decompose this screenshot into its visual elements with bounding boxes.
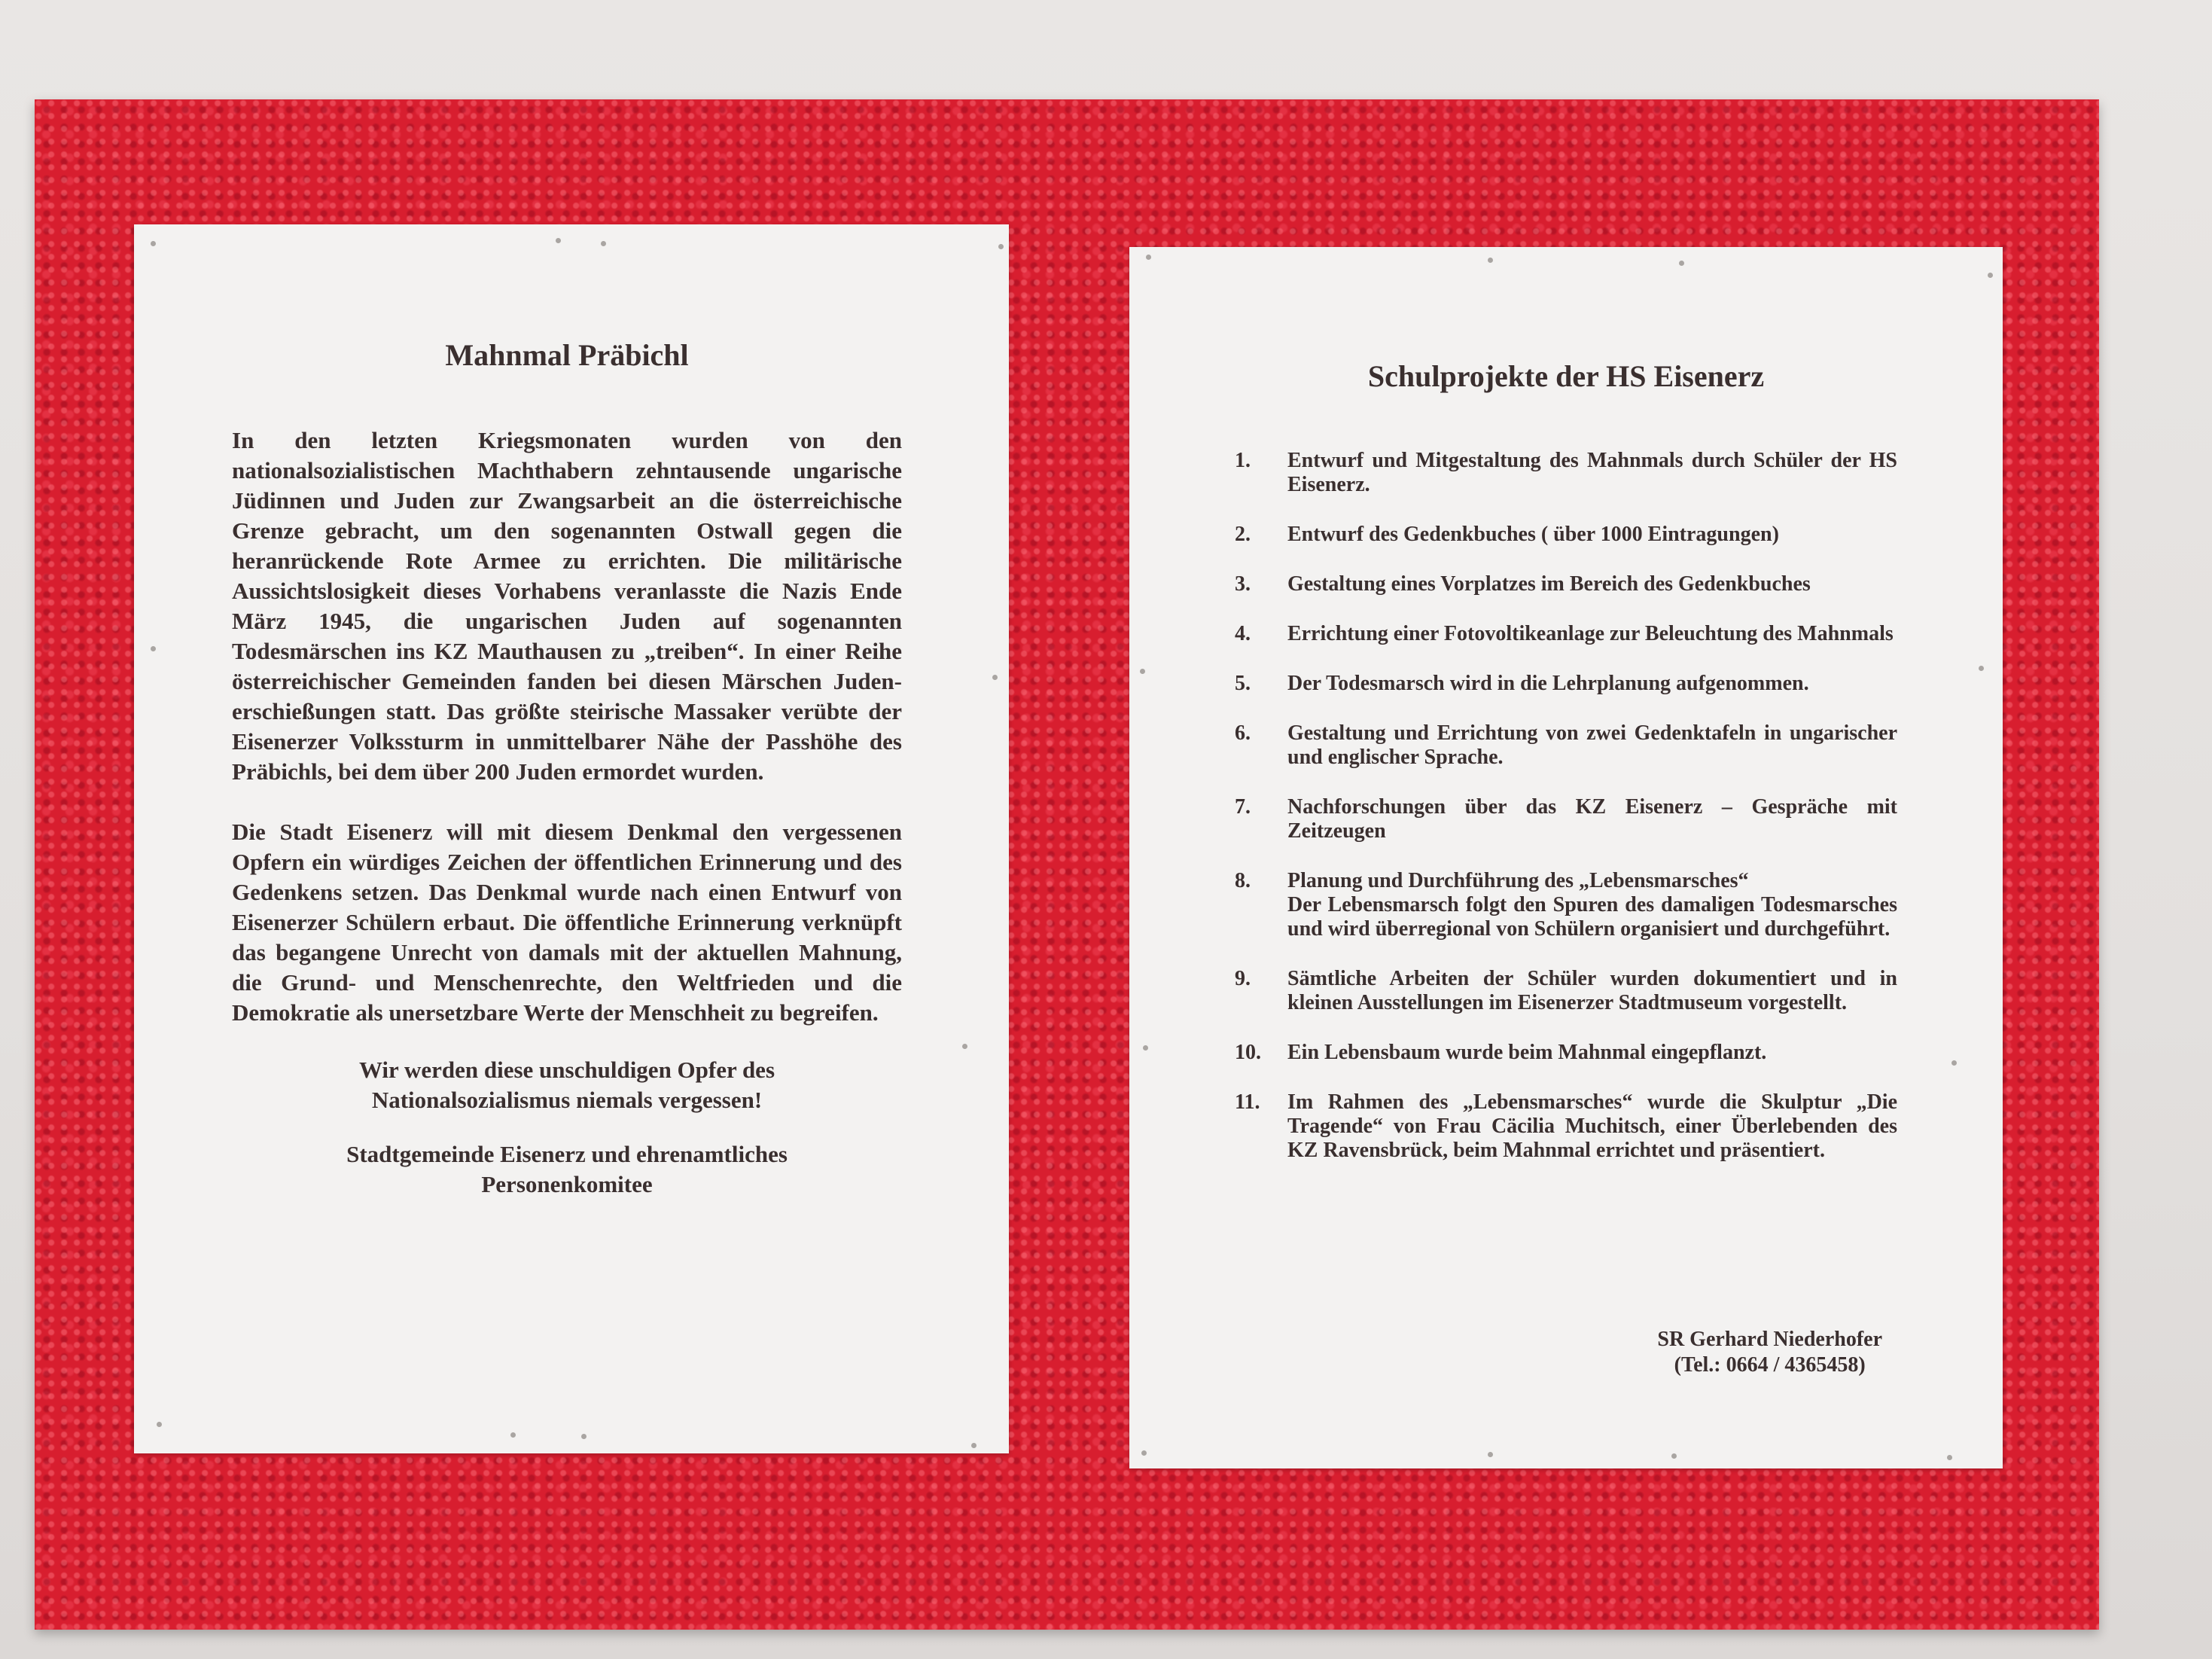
list-item xyxy=(1235,869,1897,941)
rivet xyxy=(971,1443,977,1448)
history-paragraph: In den letzten Kriegsmonaten wurden von den nationalsozialistischen Machthabern zehntausende ungarische Jüdinnen und Juden zur Zwangsarbeit an die österreichische Grenze gebracht, um den sogenannten Ostwall gegen die heranrückende Rote Armee zu errichten. Die militärische Aussichtslosigkeit dieses Vorhabens veranlasste die Nazis Ende März 1945, die ungarischen Juden auf sogenannten Todesmärschen ins KZ Mauthausen zu „treiben“. In einer Reihe österreichischer Gemeinden fanden bei diesen Märschen Juden-erschießungen statt. Das größte steirische Massaker verübte der Eisenerzer Volkssturm in unmittelbarer Nähe der Passhöhe des Präbichls, bei dem über 200 Juden ermordet wurden. xyxy=(232,427,902,785)
item-text: Gestaltung und Errichtung von zwei Gedenktafeln in ungarischer und englischer Sprache. xyxy=(1287,721,1897,769)
rivet xyxy=(1141,1450,1147,1456)
item-number: 6. xyxy=(1235,721,1251,745)
item-subtext: Der Lebensmarsch folgt den Spuren des damaligen Todesmarsches und wird überregional von Schülern organisiert und durchgeführt. xyxy=(1287,893,1897,941)
item-number: 2. xyxy=(1235,523,1251,546)
item-text: Ein Lebensbaum wurde beim Mahnmal eingepflanzt. xyxy=(1287,1041,1767,1064)
item-number: 4. xyxy=(1235,622,1251,645)
rivet xyxy=(1140,669,1145,674)
list-item xyxy=(1235,523,1897,547)
rivet xyxy=(601,241,606,246)
rivet xyxy=(1947,1455,1952,1460)
list-item xyxy=(1235,1090,1897,1163)
item-number: 10. xyxy=(1235,1041,1261,1064)
item-number: 3. xyxy=(1235,572,1251,596)
list-item xyxy=(1235,721,1897,770)
item-text: Gestaltung eines Vorplatzes im Bereich des Gedenkbuches xyxy=(1287,572,1811,596)
rivet xyxy=(1671,1453,1677,1459)
item-text: Im Rahmen des „Lebensmarsches“ wurde die Skulptur „Die Tragende“ von Frau Cäcilia Muchitsch, einer Überlebenden des KZ Ravensbrück, beim Mahnmal errichtet und präsentiert. xyxy=(1287,1090,1897,1162)
list-item xyxy=(1235,622,1897,646)
page-title: Schulprojekte der HS Eisenerz xyxy=(1367,359,1765,393)
project-list xyxy=(1235,449,1897,1188)
item-text: Entwurf und Mitgestaltung des Mahnmals durch Schüler der HS Eisenerz. xyxy=(1287,449,1897,496)
item-number: 9. xyxy=(1235,967,1251,990)
item-text: Errichtung einer Fotovoltikeanlage zur Beleuchtung des Mahnmals xyxy=(1287,622,1894,645)
sheet-schulprojekte xyxy=(1129,247,2003,1468)
list-item xyxy=(1235,572,1897,596)
rivet xyxy=(151,646,156,651)
item-number: 1. xyxy=(1235,449,1251,472)
list-item xyxy=(1235,795,1897,843)
memorial-paragraph: Die Stadt Eisenerz will mit diesem Denkmal den vergessenen Opfern ein würdiges Zeichen der öffentlichen Erinnerung und des Gedenkens setzen. Das Denkmal wurde nach einen Entwurf von Eisenerzer Schülern erbaut. Die öffentliche Erinnerung verknüpft das begangene Unrecht von damals mit der aktuellen Mahnung, die Grund- und Menschenrechte, den Weltfrieden und die Demokratie als unersetzbare Werte der Menschheit zu begreifen. xyxy=(232,819,902,1026)
item-number: 5. xyxy=(1235,672,1251,695)
item-number: 8. xyxy=(1235,869,1251,892)
rivet xyxy=(962,1044,967,1049)
item-text: Sämtliche Arbeiten der Schüler wurden dokumentiert und in kleinen Ausstellungen im Eisenerzer Stadtmuseum vorgestellt. xyxy=(1287,967,1897,1014)
rivet xyxy=(1988,273,1993,278)
rivet xyxy=(1488,258,1493,263)
signature-line: Personenkomitee xyxy=(481,1171,653,1197)
item-number: 11. xyxy=(1235,1090,1260,1114)
list-item xyxy=(1235,1041,1897,1065)
rivet xyxy=(1951,1060,1957,1066)
item-text: Planung und Durchführung des „Lebensmarsches“ xyxy=(1287,869,1749,892)
rivet xyxy=(157,1422,162,1427)
rivet xyxy=(581,1434,587,1439)
signature-line: Stadtgemeinde Eisenerz und ehrenamtliches xyxy=(346,1141,788,1167)
rivet xyxy=(1146,255,1151,260)
signature-name: SR Gerhard Niederhofer xyxy=(1657,1328,1882,1351)
list-item xyxy=(1235,672,1897,696)
list-item xyxy=(1235,449,1897,497)
list-item xyxy=(1235,967,1897,1015)
rivet xyxy=(1679,261,1684,266)
rivet xyxy=(151,241,156,246)
item-number: 7. xyxy=(1235,795,1251,819)
rivet xyxy=(998,244,1004,249)
page-title: Mahnmal Präbichl xyxy=(445,338,689,372)
rivet xyxy=(992,675,998,680)
pledge-line: Wir werden diese unschuldigen Opfer des xyxy=(358,1057,775,1083)
rivet xyxy=(1488,1452,1493,1457)
item-text: Nachforschungen über das KZ Eisenerz – Gespräche mit Zeitzeugen xyxy=(1287,795,1897,843)
rivet xyxy=(556,238,561,243)
pledge-line: Nationalsozialismus niemals vergessen! xyxy=(371,1087,763,1113)
item-text: Der Todesmarsch wird in die Lehrplanung aufgenommen. xyxy=(1287,672,1809,695)
signature-block xyxy=(1657,1327,1882,1378)
rivet xyxy=(1143,1045,1148,1051)
rivet xyxy=(510,1432,516,1438)
rivet xyxy=(1979,666,1984,671)
signature-phone: (Tel.: 0664 / 4365458) xyxy=(1674,1353,1866,1377)
sheet-mahnmal-praebichl xyxy=(134,224,1009,1453)
item-text: Entwurf des Gedenkbuches ( über 1000 Eintragungen) xyxy=(1287,523,1779,546)
